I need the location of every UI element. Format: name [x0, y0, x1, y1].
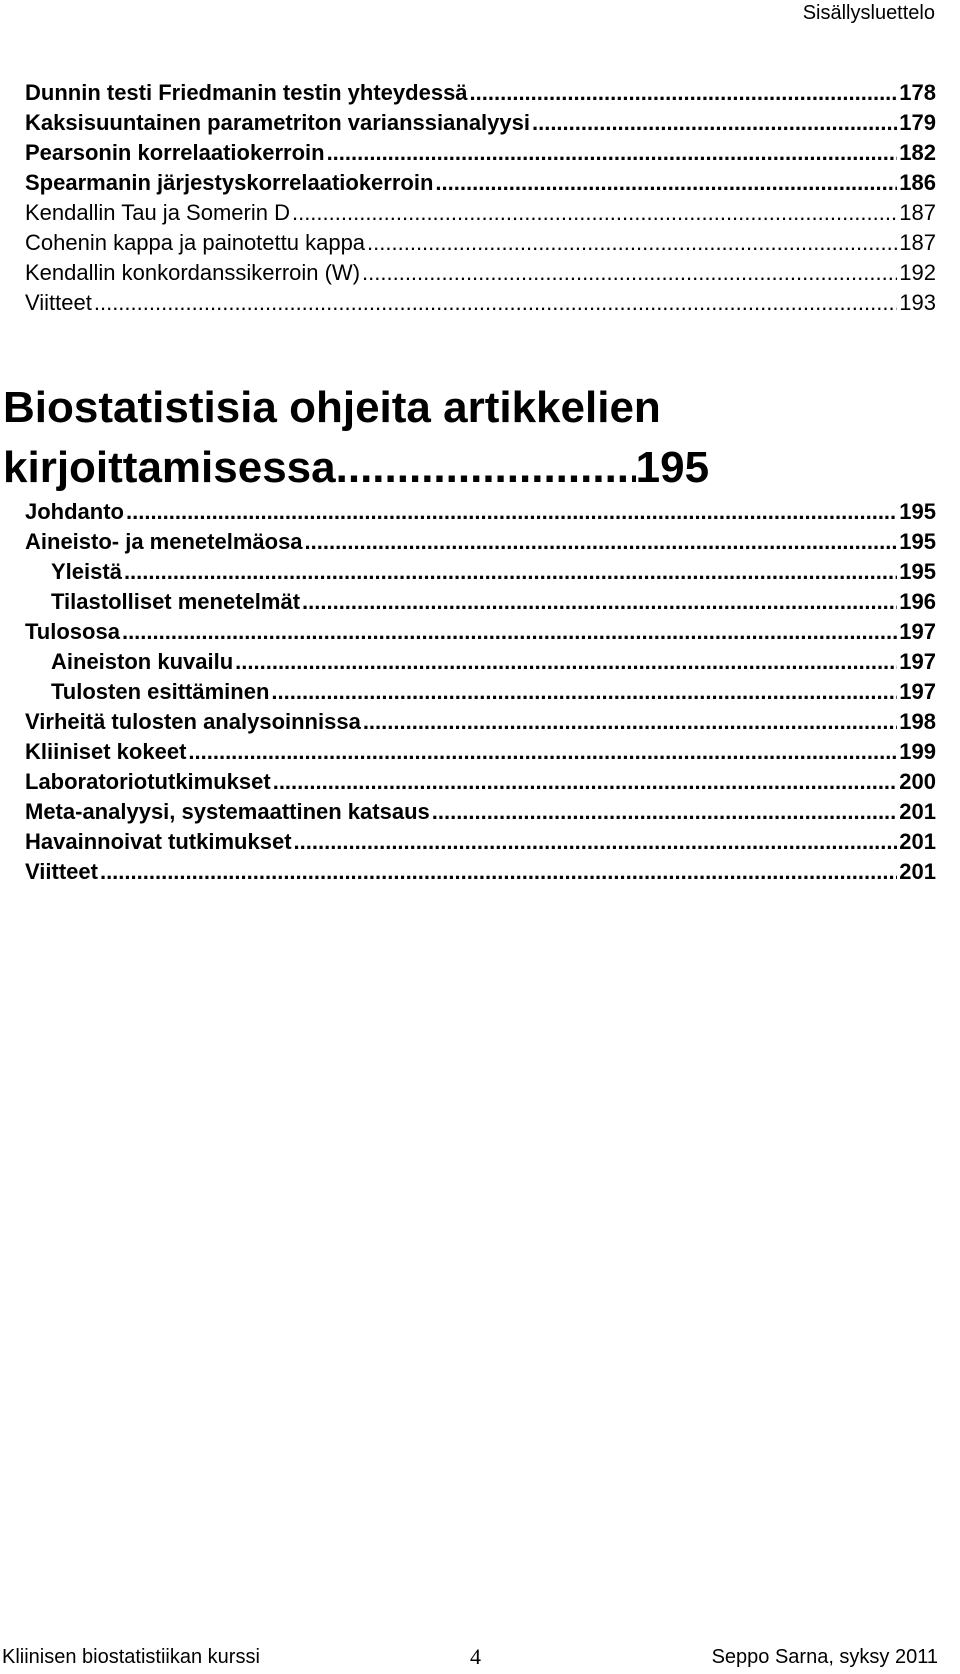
toc-dot-leader: [124, 557, 897, 587]
toc-list-bottom: [25, 497, 936, 887]
toc-entry-label: Virheitä tulosten analysoinnissa: [25, 709, 361, 734]
toc-entry-page: 201: [899, 859, 936, 884]
toc-entry[interactable]: [25, 557, 936, 587]
toc-entry[interactable]: [25, 677, 936, 707]
page-footer: [0, 1640, 940, 1670]
toc-dot-leader: [435, 168, 897, 198]
toc-entry-page: 197: [899, 679, 936, 704]
toc-entry-label: Pearsonin korrelaatiokerroin: [25, 140, 325, 165]
chapter-title-line-2: kirjoittamisessa: [3, 443, 336, 492]
toc-entry-label: Tulosten esittäminen: [51, 679, 270, 704]
toc-entry-page: 198: [899, 709, 936, 734]
toc-entry[interactable]: [25, 198, 936, 228]
toc-dot-leader: [122, 617, 897, 647]
toc-entry-page: 178: [899, 80, 936, 105]
toc-entry[interactable]: [25, 617, 936, 647]
toc-entry[interactable]: [25, 647, 936, 677]
toc-entry-label: Kendallin Tau ja Somerin D: [25, 200, 290, 225]
toc-dot-leader: [432, 797, 898, 827]
toc-entry-page: 197: [899, 619, 936, 644]
footer-page-number: 4: [470, 1644, 481, 1669]
toc-entry[interactable]: [25, 497, 936, 527]
toc-entry[interactable]: [25, 767, 936, 797]
toc-entry-page: 195: [899, 499, 936, 524]
toc-entry-label: Aineisto- ja menetelmäosa: [25, 529, 303, 554]
footer-author: Seppo Sarna, syksy 2011: [711, 1646, 938, 1668]
toc-entry[interactable]: [25, 228, 936, 258]
toc-dot-leader: [188, 737, 897, 767]
toc-entry[interactable]: [25, 797, 936, 827]
toc-entry-page: 195: [899, 529, 936, 554]
toc-entry[interactable]: [25, 707, 936, 737]
toc-entry-page: 201: [899, 799, 936, 824]
toc-entry-label: Yleistä: [51, 559, 122, 584]
toc-dot-leader: [362, 258, 897, 288]
toc-dot-leader: [273, 767, 898, 797]
toc-dot-leader: [327, 138, 898, 168]
toc-entry-page: 179: [899, 110, 936, 135]
toc-dot-leader: [363, 707, 897, 737]
toc-entry-page: 186: [899, 170, 936, 195]
toc-entry[interactable]: [25, 288, 936, 318]
toc-entry-label: Dunnin testi Friedmanin testin yhteydessä: [25, 80, 468, 105]
toc-entry[interactable]: [25, 527, 936, 557]
toc-entry-label: Tilastolliset menetelmät: [51, 589, 301, 614]
chapter-title-line-1: Biostatistisia ohjeita artikkelien: [3, 383, 661, 432]
toc-entry-page: 187: [899, 200, 936, 225]
toc-dot-leader: [532, 108, 897, 138]
toc-entry-label: Cohenin kappa ja painotettu kappa: [25, 230, 366, 255]
toc-entry[interactable]: [25, 827, 936, 857]
toc-entry-label: Kendallin konkordanssikerroin (W): [25, 260, 361, 285]
toc-dot-leader: [271, 677, 897, 707]
toc-dot-leader: [235, 647, 897, 677]
toc-entry-label: Kaksisuuntainen parametriton varianssianalyysi: [25, 110, 530, 135]
toc-entry-label: Johdanto: [25, 499, 124, 524]
toc-entry-page: 197: [899, 649, 936, 674]
toc-entry-label: Spearmanin järjestyskorrelaatiokerroin: [25, 170, 434, 195]
running-header: Sisällysluettelo: [802, 2, 935, 24]
toc-entry[interactable]: [25, 168, 936, 198]
toc-entry-label: Viitteet: [25, 290, 92, 315]
toc-list-top: [25, 78, 936, 318]
toc-entry[interactable]: [25, 108, 936, 138]
chapter-dot-leader: [336, 438, 636, 498]
toc-dot-leader: [367, 228, 897, 258]
toc-entry-page: 200: [899, 769, 936, 794]
toc-entry-page: 193: [899, 290, 936, 315]
chapter-heading[interactable]: [3, 378, 938, 498]
toc-entry[interactable]: [25, 258, 936, 288]
toc-dot-leader: [100, 857, 897, 887]
footer-course: Kliinisen biostatistiikan kurssi: [2, 1646, 260, 1668]
toc-entry-label: Kliiniset kokeet: [25, 739, 187, 764]
toc-entry-label: Aineiston kuvailu: [51, 649, 234, 674]
toc-entry-label: Meta-analyysi, systemaattinen katsaus: [25, 799, 430, 824]
toc-dot-leader: [470, 78, 898, 108]
toc-entry-page: 199: [899, 739, 936, 764]
toc-entry-page: 196: [899, 589, 936, 614]
toc-entry-page: 182: [899, 140, 936, 165]
toc-dot-leader: [302, 587, 897, 617]
toc-entry[interactable]: [25, 587, 936, 617]
toc-entry-page: 192: [899, 260, 936, 285]
toc-entry-label: Viitteet: [25, 859, 98, 884]
toc-entry-page: 201: [899, 829, 936, 854]
toc-entry-label: Tulososa: [25, 619, 120, 644]
toc-dot-leader: [126, 497, 897, 527]
toc-entry[interactable]: [25, 737, 936, 767]
toc-dot-leader: [305, 527, 898, 557]
toc-dot-leader: [292, 198, 897, 228]
toc-entry-label: Laboratoriotutkimukset: [25, 769, 271, 794]
toc-entry-page: 195: [899, 559, 936, 584]
toc-entry[interactable]: [25, 857, 936, 887]
chapter-page-number: 195: [635, 443, 710, 492]
toc-dot-leader: [94, 288, 897, 318]
toc-entry[interactable]: [25, 138, 936, 168]
toc-entry-label: Havainnoivat tutkimukset: [25, 829, 292, 854]
toc-entry-page: 187: [899, 230, 936, 255]
toc-entry[interactable]: [25, 78, 936, 108]
toc-dot-leader: [294, 827, 898, 857]
